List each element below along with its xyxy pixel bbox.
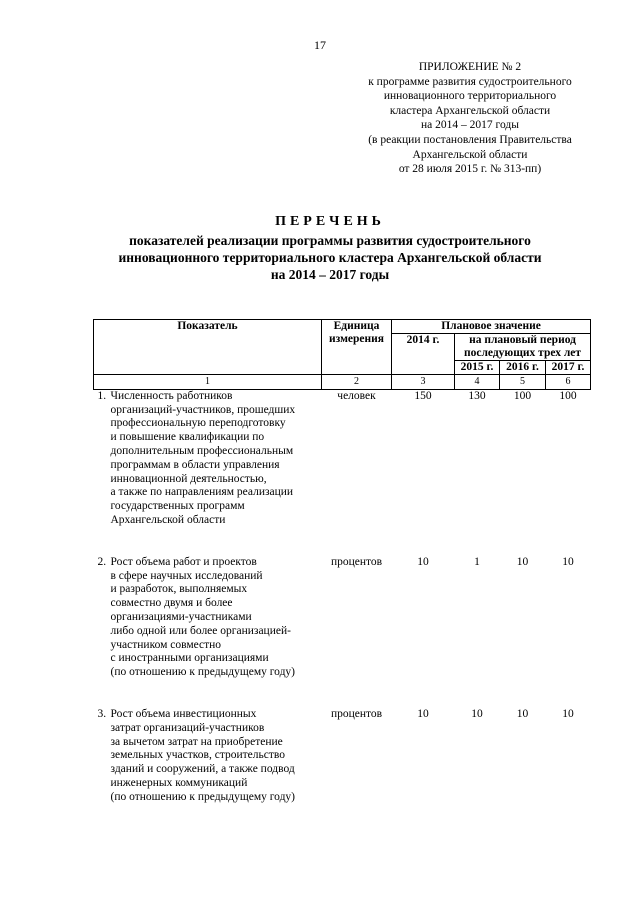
table-row (94, 556, 591, 680)
table-row (94, 708, 591, 805)
indicators-table (93, 319, 591, 805)
header-planning-period: на плановый период последующих трех лет (455, 334, 591, 361)
column-number: 6 (546, 375, 591, 390)
header-year-2014: 2014 г. (392, 334, 455, 375)
value-cell: 100 (559, 389, 577, 402)
value-cell: 10 (471, 707, 483, 720)
header-unit: Единица измерения (322, 320, 392, 375)
header-year-2016: 2016 г. (500, 361, 546, 375)
column-number: 1 (94, 375, 322, 390)
title-line: показателей реализации программы развития судостроительного (129, 233, 531, 248)
document-title (60, 213, 600, 283)
value-cell: 10 (562, 707, 574, 720)
value-cell: 10 (516, 555, 529, 568)
column-number: 5 (500, 375, 546, 390)
unit-cell: процентов (330, 555, 383, 568)
header-year-2017: 2017 г. (546, 361, 591, 375)
appendix-line: ПРИЛОЖЕНИЕ № 2 (418, 61, 522, 73)
table-row (94, 389, 591, 527)
appendix-line: (в реакции постановления Правительства (368, 133, 572, 146)
column-number: 2 (322, 375, 392, 390)
appendix-line: инновационного территориального (383, 90, 557, 103)
value-cell: 150 (414, 389, 432, 402)
value-cell: 10 (417, 707, 429, 720)
indicator-text: Рост объема инвестиционных затрат организаций-участников за вычетом затрат на приобретение земельных участков, строительство зданий и сооружений, а также подвод инженерных коммуникаций (по отношению к предыдущему году) (110, 707, 296, 803)
header-planned-value: Плановое значение (392, 320, 591, 334)
appendix-line: Архангельской области (412, 148, 528, 161)
header-indicator: Показатель (94, 320, 322, 375)
appendix-line: кластера Архангельской области (389, 104, 551, 117)
indicator-text: Численность работников организаций-участников, прошедших профессиональную переподготовку и повышение квалификации по дополнительным профессиональным программам в области управления инновационной деятельностью, а также по направлениям реализации государственных программ Архангельской области (110, 389, 296, 526)
value-cell: 1 (474, 555, 480, 568)
row-number: 1. (97, 389, 107, 402)
column-number: 3 (392, 375, 455, 390)
appendix-line: на 2014 – 2017 годы (421, 119, 519, 132)
title-heading: ПЕРЕЧЕНЬ (275, 214, 385, 229)
value-cell: 130 (468, 389, 486, 402)
appendix-note (350, 60, 590, 177)
unit-cell: человек (337, 389, 376, 402)
appendix-line: от 28 июля 2015 г. № 313-пп) (398, 163, 542, 176)
page-number: 17 (314, 38, 326, 52)
column-number: 4 (455, 375, 500, 390)
row-number: 2. (97, 555, 107, 568)
value-cell: 10 (562, 555, 574, 568)
value-cell: 100 (513, 389, 532, 402)
header-year-2015: 2015 г. (455, 361, 500, 375)
title-line: на 2014 – 2017 годы (270, 267, 390, 282)
row-number: 3. (97, 707, 107, 720)
appendix-line: к программе развития судостроительного (368, 75, 572, 88)
indicator-text: Рост объема работ и проектов в сфере научных исследований и разработок, выполняемых совместно двумя и более организациями-участниками либо одной или более организацией- участником совместно с иностранными организациями (по отношению к предыдущему году) (110, 555, 296, 679)
value-cell: 10 (516, 707, 529, 720)
unit-cell: процентов (330, 707, 383, 720)
title-line: инновационного территориального кластера Архангельской области (118, 250, 542, 265)
value-cell: 10 (417, 555, 429, 568)
